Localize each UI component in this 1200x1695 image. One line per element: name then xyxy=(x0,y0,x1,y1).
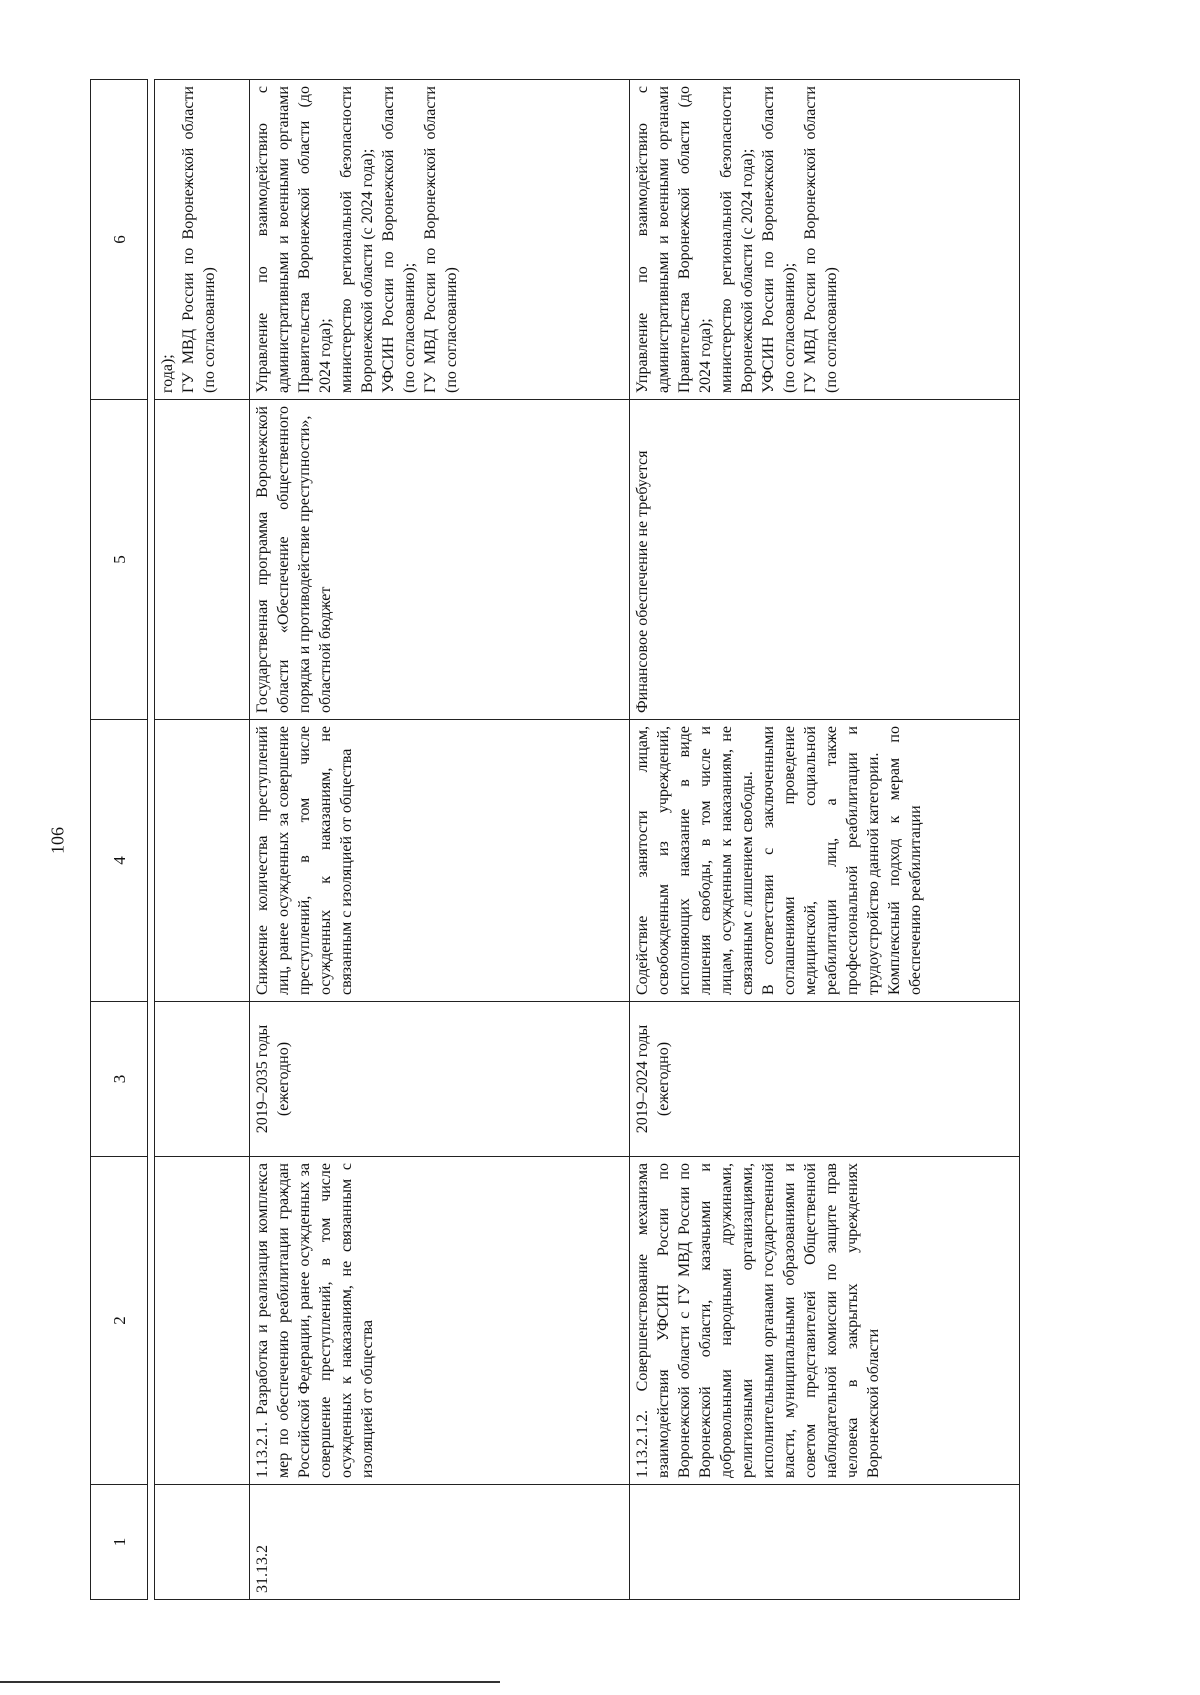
header-cell: 5 xyxy=(91,400,148,720)
measures-table xyxy=(90,79,1020,1600)
cell-result: Снижение количества преступлений лиц, ранее осужденных за совершение преступлений, в том числе осужденных к наказаниям, не связанным с изоляцией от общества xyxy=(250,720,630,1002)
cell-executors: Управление по взаимодействию с административными и военными органами Правительства Воронежской области (до 2024 года); министерство региональной безопасности Воронежской области (с 2024 года); УФСИН России по Воронежской области (по согласованию); ГУ МВД России по Воронежской области (по согласованию) xyxy=(630,80,1020,400)
cell-financing: Государственная программа Воронежской области «Обеспечение общественного порядка и противодействие преступности», областной бюджет xyxy=(250,400,630,720)
cell-result: Содействие занятости лицам, освобожденным из учреждений, исполняющих наказание в виде лишения свободы, в том числе и лицам, осужденным к наказаниям, не связанным с лишением свободы. В соответствии с заключенными соглашениями проведение медицинской, социальной реабилитации лиц, а также профессиональной реабилитации и трудоустройство данной категории. Комплексный подход к мерам по обеспечению реабилитации xyxy=(630,720,1020,1002)
header-cell: 3 xyxy=(91,1002,148,1157)
cell-num xyxy=(155,1485,250,1600)
footer-rule xyxy=(0,1681,500,1683)
cell-executors: года); ГУ МВД России по Воронежской области (по согласованию) xyxy=(155,80,250,400)
cell-measure: 1.13.2.1. Разработка и реализация комплекса мер по обеспечению реабилитации граждан Российской Федерации, ранее осужденных за совершение преступлений, в том числе осужденных к наказаниям, не связанным с изоляцией от общества xyxy=(250,1157,630,1485)
rotated-table-container xyxy=(90,80,1110,1600)
table-row xyxy=(630,80,1020,1600)
cell-measure: 1.13.2.1.2. Совершенствование механизма взаимодействия УФСИН России по Воронежской области с ГУ МВД России по Воронежской области, казачьими и добровольными народными дружинами, религиозными организациями, исполнительными органами государственной власти, муниципальными образованиями и советом представителей Общественной наблюдательной комиссии по защите прав человека в закрытых учреждениях Воронежской области xyxy=(630,1157,1020,1485)
header-cell: 4 xyxy=(91,720,148,1002)
separator-row xyxy=(148,80,155,1600)
cell-financing xyxy=(155,400,250,720)
header-cell: 6 xyxy=(91,80,148,400)
cell-num: 31.13.2 xyxy=(250,1485,630,1600)
table-row xyxy=(155,80,250,1600)
header-row xyxy=(91,80,148,1600)
table-row xyxy=(250,80,630,1600)
cell-period xyxy=(155,1002,250,1157)
page-number: 106 xyxy=(47,827,68,854)
cell-num xyxy=(630,1485,1020,1600)
header-cell: 1 xyxy=(91,1485,148,1600)
cell-measure xyxy=(155,1157,250,1485)
cell-result xyxy=(155,720,250,1002)
cell-period: 2019–2024 годы (ежегодно) xyxy=(630,1002,1020,1157)
cell-period: 2019–2035 годы (ежегодно) xyxy=(250,1002,630,1157)
cell-executors: Управление по взаимодействию с административными и военными органами Правительства Воронежской области (до 2024 года); министерство региональной безопасности Воронежской области (с 2024 года); УФСИН России по Воронежской области (по согласованию); ГУ МВД России по Воронежской области (по согласованию) xyxy=(250,80,630,400)
cell-financing: Финансовое обеспечение не требуется xyxy=(630,400,1020,720)
header-cell: 2 xyxy=(91,1157,148,1485)
